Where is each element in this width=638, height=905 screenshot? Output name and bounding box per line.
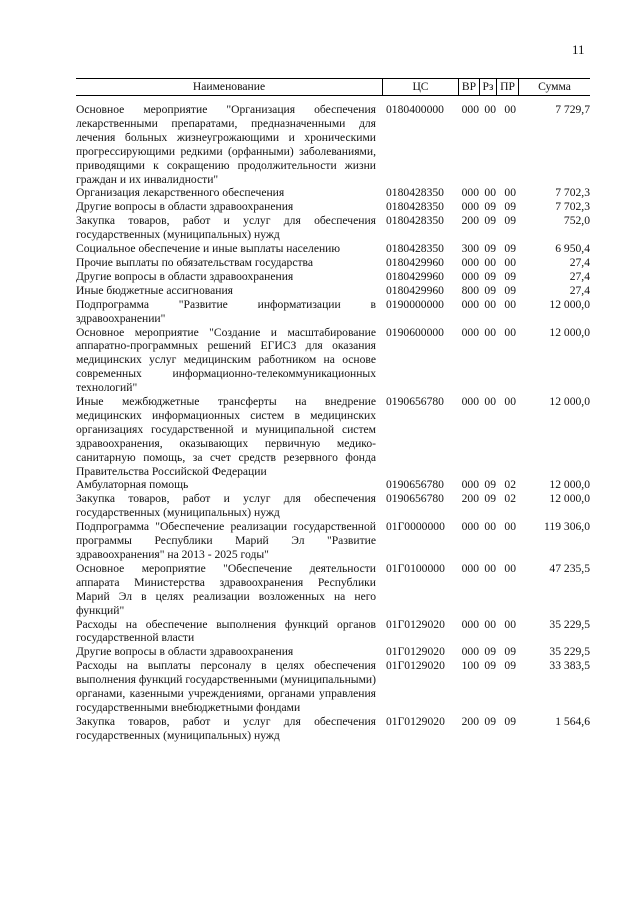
cell-vr: 000 [461,325,479,339]
cell-pr: 09 [504,659,516,673]
cell-rz: 09 [484,478,496,492]
cell-rz: 00 [484,297,496,311]
table-row [76,284,590,298]
cell-sum: 12 000,0 [549,297,590,311]
cell-rz: 09 [484,645,496,659]
cell-pr: 00 [504,186,516,200]
cell-vr: 000 [461,561,479,575]
cell-sum: 12 000,0 [549,478,590,492]
cell-vr: 000 [461,520,479,534]
cell-vr: 000 [461,478,479,492]
cell-name: Основное мероприятие "Организация обеспечения лекарственными препаратами, предназначенными для лечения больных жизнеугрожающими и хроническими прогрессирующими редкими (орфанными) заболеваниями, приводящими к сокращению продолжительности жизни граждан и их инвалидности" [76,103,376,186]
table-row [76,492,590,520]
cell-vr: 000 [461,200,479,214]
cell-sum: 119 306,0 [544,520,590,534]
cell-vr: 200 [461,714,479,728]
cell-sum: 7 702,3 [555,186,590,200]
table-row [76,395,590,478]
cell-pr: 09 [504,283,516,297]
table-row [76,562,590,618]
cell-cs: 0180428350 [386,186,444,200]
cell-name: Прочие выплаты по обязательствам государства [76,255,313,269]
table-row [76,520,590,562]
table-body [76,103,590,743]
table-row [76,326,590,396]
cell-pr: 00 [504,617,516,631]
table-header [76,78,590,96]
cell-name: Закупка товаров, работ и услуг для обеспечения государственных (муниципальных) нужд [76,214,376,242]
cell-cs: 0190656780 [386,395,444,409]
cell-vr: 300 [461,242,479,256]
cell-rz: 09 [484,492,496,506]
cell-name: Иные межбюджетные трансферты на внедрение медицинских информационных систем в медицинских организациях государственной и муниципальной систем здравоохранения, оказывающих первичную медико-санитарную помощь, за счет средств резервного фонда Правительства Российской Федерации [76,395,376,478]
cell-cs: 0180429960 [386,269,444,283]
cell-sum: 7 729,7 [555,103,590,116]
header-rz: Рз [479,79,496,95]
cell-cs: 0180429960 [386,255,444,269]
cell-sum: 35 229,5 [549,617,590,631]
cell-name: Закупка товаров, работ и услуг для обеспечения государственных (муниципальных) нужд [76,714,376,742]
cell-cs: 0180428350 [386,214,444,228]
cell-name: Основное мероприятие "Создание и масштабирование аппаратно-программных решений ЕГИСЗ для оказания медицинских услуг медицинским работником на основе современных информационно-телекоммуникационных технологий" [76,325,376,395]
table-row [76,256,590,270]
cell-cs: 01Г0129020 [386,617,445,631]
cell-name: Иные бюджетные ассигнования [76,283,233,297]
cell-rz: 09 [484,269,496,283]
cell-name: Другие вопросы в области здравоохранения [76,269,294,283]
cell-sum: 12 000,0 [549,395,590,409]
cell-cs: 0180400000 [386,103,444,116]
cell-sum: 27,4 [569,269,590,283]
cell-pr: 09 [504,200,516,214]
cell-rz: 09 [484,283,496,297]
cell-name: Расходы на обеспечение выполнения функций органов государственной власти [76,617,376,645]
cell-pr: 09 [504,714,516,728]
table-row [76,715,590,743]
cell-pr: 00 [504,297,516,311]
cell-name: Основное мероприятие "Обеспечение деятельности аппарата Министерства здравоохранения Республики Марий Эл в целях реализации возложенных на него функций" [76,561,376,617]
table-row [76,645,590,659]
cell-sum: 47 235,5 [549,561,590,575]
cell-rz: 09 [484,214,496,228]
cell-cs: 01Г0100000 [386,561,445,575]
cell-rz: 00 [484,617,496,631]
cell-rz: 00 [484,325,496,339]
cell-name: Социальное обеспечение и иные выплаты населению [76,242,341,256]
cell-cs: 0190656780 [386,478,444,492]
cell-vr: 000 [461,269,479,283]
cell-cs: 01Г0000000 [386,520,445,534]
header-vr: ВР [458,79,479,95]
cell-cs: 01Г0129020 [386,645,445,659]
cell-rz: 09 [484,242,496,256]
cell-cs: 0190656780 [386,492,444,506]
cell-name: Организация лекарственного обеспечения [76,186,285,200]
cell-pr: 00 [504,395,516,409]
cell-pr: 00 [504,561,516,575]
cell-vr: 200 [461,214,479,228]
cell-pr: 00 [504,103,516,116]
cell-pr: 00 [504,325,516,339]
cell-name: Расходы на выплаты персоналу в целях обеспечения выполнения функций государственными (муниципальными) органами, казенными учреждениями, органами управления государственными внебюджетными фондами [76,659,376,714]
table-row [76,478,590,492]
cell-sum: 33 383,5 [549,659,590,673]
table-row [76,214,590,242]
cell-rz: 00 [484,520,496,534]
cell-pr: 00 [504,520,516,534]
cell-rz: 00 [484,103,496,116]
header-name: Наименование [192,80,266,93]
cell-vr: 800 [461,283,479,297]
cell-vr: 000 [461,103,479,116]
cell-sum: 6 950,4 [555,242,590,256]
table-row [76,270,590,284]
cell-vr: 100 [461,659,479,673]
cell-name: Подпрограмма "Развитие информатизации в здравоохранении" [76,297,376,325]
table-row [76,103,590,186]
cell-cs: 01Г0129020 [386,714,445,728]
cell-vr: 000 [461,186,479,200]
cell-cs: 01Г0129020 [386,659,445,673]
cell-sum: 12 000,0 [549,492,590,506]
cell-name: Закупка товаров, работ и услуг для обеспечения государственных (муниципальных) нужд [76,492,376,520]
table-row [76,186,590,200]
cell-vr: 000 [461,255,479,269]
table-row [76,659,590,715]
cell-sum: 7 702,3 [555,200,590,214]
cell-rz: 00 [484,561,496,575]
cell-pr: 02 [504,478,516,492]
cell-cs: 0190600000 [386,325,444,339]
cell-pr: 09 [504,214,516,228]
cell-vr: 000 [461,617,479,631]
cell-pr: 00 [504,255,516,269]
budget-table [76,78,590,743]
header-cs: ЦС [382,79,458,95]
cell-sum: 12 000,0 [549,325,590,339]
cell-vr: 200 [461,492,479,506]
cell-sum: 27,4 [569,255,590,269]
cell-vr: 000 [461,297,479,311]
cell-vr: 000 [461,395,479,409]
cell-rz: 09 [484,200,496,214]
cell-sum: 27,4 [569,283,590,297]
cell-cs: 0190000000 [386,297,444,311]
cell-name: Амбулаторная помощь [76,478,189,492]
table-row [76,618,590,646]
cell-name: Другие вопросы в области здравоохранения [76,645,294,659]
cell-sum: 35 229,5 [549,645,590,659]
cell-rz: 00 [484,395,496,409]
cell-rz: 09 [484,659,496,673]
cell-pr: 09 [504,645,516,659]
cell-rz: 00 [484,186,496,200]
table-row [76,200,590,214]
cell-pr: 09 [504,242,516,256]
table-row [76,242,590,256]
cell-cs: 0180428350 [386,242,444,256]
cell-sum: 1 564,6 [555,714,590,728]
cell-rz: 09 [484,714,496,728]
header-sum: Сумма [518,79,590,95]
cell-cs: 0180428350 [386,200,444,214]
cell-sum: 752,0 [563,214,590,228]
cell-pr: 02 [504,492,516,506]
cell-vr: 000 [461,645,479,659]
header-pr: ПР [496,79,518,95]
cell-cs: 0180429960 [386,283,444,297]
page-number: 11 [572,42,585,57]
cell-rz: 00 [484,255,496,269]
table-row [76,298,590,326]
cell-name: Подпрограмма "Обеспечение реализации государственной программы Республики Марий Эл "Развитие здравоохранения" на 2013 - 2025 годы" [76,520,376,561]
cell-name: Другие вопросы в области здравоохранения [76,200,294,214]
cell-pr: 09 [504,269,516,283]
